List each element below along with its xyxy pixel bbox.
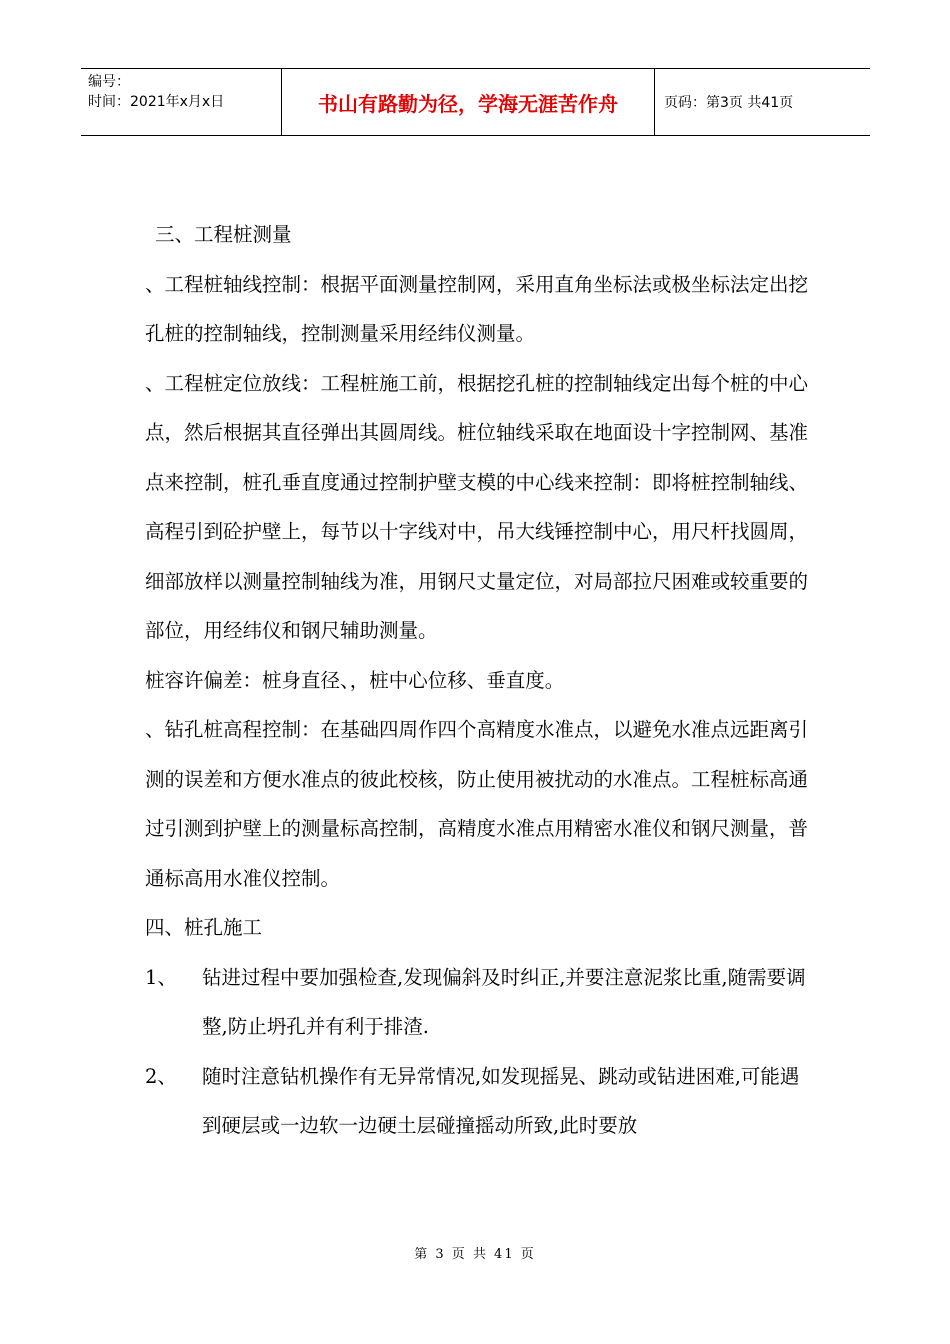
- serial-label: 编号：: [88, 74, 130, 90]
- paragraph: 、工程桩轴线控制：根据平面测量控制网，采用直角坐标法或极坐标法定出挖孔桩的控制轴线，控制测量采用经纬仪测量。: [145, 272, 809, 345]
- document-body: [145, 210, 810, 1151]
- section-title: 三、工程桩测量: [155, 223, 292, 246]
- section-title: 四、桩孔施工: [145, 916, 263, 939]
- date-label: 时间：2021年x月x日: [88, 94, 225, 110]
- list-item-text: 随时注意钻机操作有无异常情况,如发现摇晃、跳动或钻进困难,可能遇到硬层或一边软一边硬土层碰撞摇动所致,此时要放: [202, 1064, 800, 1137]
- header-page-info: 页码：第3页 共41页: [664, 95, 794, 111]
- paragraph: 、钻孔桩高程控制：在基础四周作四个高精度水准点，以避免水准点远距离引测的误差和方便水准点的彼此校核，防止使用被扰动的水准点。工程桩标高通过引测到护壁上的测量标高控制，高精度水准点用精密水准仪和钢尺测量，普通标高用水准仪控制。: [145, 718, 809, 890]
- list-item: [145, 953, 810, 1052]
- header-motto: 书山有路勤为径，学海无涯苦作舟: [282, 69, 655, 135]
- paragraph: 桩容许偏差：桩身直径、，桩中心位移、垂直度。: [145, 668, 565, 692]
- page-footer: 第 3 页 共 41 页: [414, 1247, 536, 1262]
- list-item: [145, 1052, 810, 1151]
- page-header: [81, 68, 870, 136]
- list-item-text: 钻进过程中要加强检查,发现偏斜及时纠正,并要注意泥浆比重,随需要调整,防止坍孔并有利于排渣.: [202, 965, 806, 1038]
- paragraph: 、工程桩定位放线：工程桩施工前，根据挖孔桩的控制轴线定出每个桩的中心点，然后根据其直径弹出其圆周线。桩位轴线采取在地面设十字控制网、基准点来控制，桩孔垂直度通过控制护壁支模的中心线来控制：即将桩控制轴线、高程引到砼护壁上，每节以十字线对中，吊大线锤控制中心，用尺杆找圆周，细部放样以测量控制轴线为准，用钢尺丈量定位，对局部拉尺困难或较重要的部位，用经纬仪和钢尺辅助测量。: [145, 371, 809, 642]
- header-meta: [81, 69, 282, 135]
- list-item-number: 2、: [145, 1064, 177, 1088]
- list-item-number: 1、: [145, 965, 177, 989]
